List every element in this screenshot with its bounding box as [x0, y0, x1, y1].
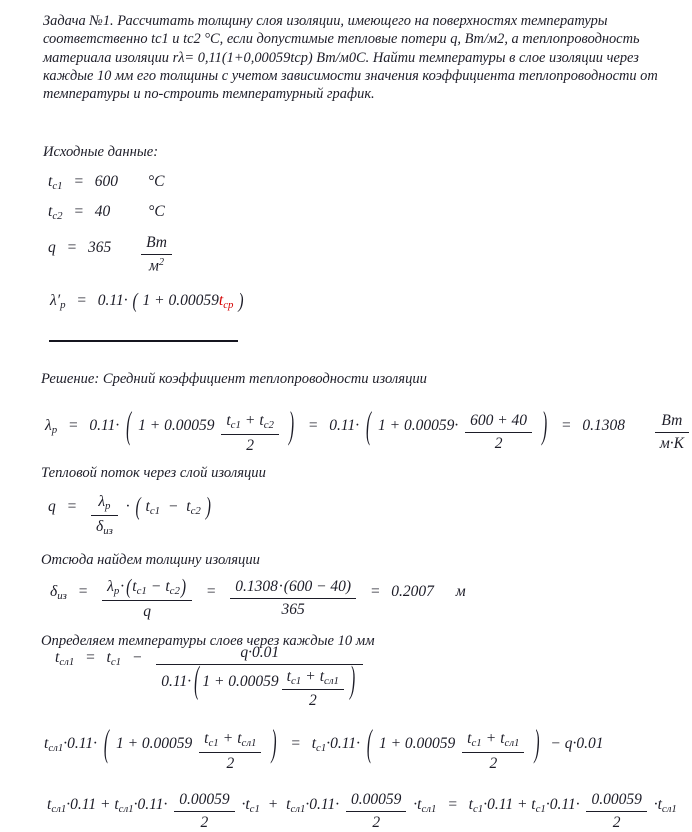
var-t: t [319, 667, 324, 685]
value-tc2: 40 [94, 203, 111, 220]
var-delta: δ [50, 583, 58, 600]
value-tc1: 600 [94, 173, 119, 190]
problem-statement [43, 12, 658, 103]
left-paren: ( [103, 723, 110, 765]
times-011: ·0.11· [545, 796, 580, 813]
var-q: q [48, 498, 56, 515]
unit-numerator-wt: Вт [655, 411, 689, 433]
sub-c1: c1 [535, 803, 546, 816]
fraction-lambda-over-delta [91, 492, 118, 537]
sub-sl1: сл1 [290, 803, 306, 816]
unit-fraction-wt-mk [655, 411, 689, 453]
right-paren: ) [288, 405, 294, 447]
fraction-numerator: 600 + 40 [465, 411, 532, 433]
sub-c1: c1 [290, 674, 302, 687]
heading-thickness: Отсюда найдем толщину изоляции [41, 552, 260, 568]
equals-sign: = [447, 796, 458, 813]
equals-sign: = [73, 203, 84, 220]
var-t: t [44, 735, 49, 752]
right-paren: ) [534, 723, 540, 765]
unit-m: м [149, 257, 159, 275]
sub-c1: c1 [149, 505, 161, 518]
result-thickness: 0.2007 [391, 583, 434, 600]
heading-layers: Определяем температуры слоев через каждые 10 мм [41, 633, 375, 649]
times-t: ·t [413, 796, 422, 813]
var-t: t [55, 649, 60, 666]
equals-sign: = [369, 583, 381, 600]
unit-denominator-m2 [141, 255, 172, 275]
divider-line [49, 340, 238, 342]
exponent-2: 2 [158, 256, 164, 268]
times-011: ·0.11· [133, 796, 168, 813]
fraction-denominator [91, 516, 118, 538]
multiply-dot: · [120, 578, 125, 595]
var-t: t [286, 667, 291, 685]
fraction-numerator [91, 492, 118, 516]
right-paren: ) [271, 723, 277, 765]
unit-numerator-wt: Вт [141, 233, 172, 255]
unit-m: м [455, 583, 466, 600]
equals-sign: = [76, 292, 87, 309]
unit-denominator-mk: м·К [659, 434, 684, 452]
plus-sign: + [222, 730, 234, 747]
fraction-tc1-plus-tsl1-over-2 [199, 729, 261, 772]
var-t: t [186, 498, 191, 515]
sub-iz: из [57, 590, 67, 603]
sub-p: p [105, 500, 111, 513]
var-lambda-prime: λ′ [50, 292, 61, 309]
equals-sign: = [66, 498, 78, 515]
difference-600-40: 600 − 40 [288, 578, 346, 595]
times-011-plus: ·0.11 + [66, 796, 111, 813]
one-plus-term: 1 + 0.00059 [138, 417, 215, 434]
var-lambda: λ [98, 493, 106, 510]
one-plus-term: 1 + 0.00059 [378, 735, 456, 752]
sub-p: p [113, 585, 120, 598]
formula-heat-flux [48, 492, 212, 537]
times-t: ·t [653, 796, 662, 813]
sub-c1: c1 [110, 656, 122, 669]
sub-c1: c1 [136, 585, 147, 598]
sub-c1: c1 [230, 419, 241, 432]
equals-sign: = [77, 583, 89, 600]
right-paren: ) [180, 575, 187, 599]
fraction-denominator: 2 [372, 813, 381, 831]
formula-delta-iz [50, 577, 466, 620]
formula-tc2 [48, 202, 165, 224]
formula-lambda-prime [50, 291, 244, 313]
sub-sl1: сл1 [661, 803, 677, 816]
sub-sl1: сл1 [118, 803, 134, 816]
formula-lambda-average [45, 405, 692, 454]
formula-tc1 [48, 172, 164, 194]
left-paren: ( [366, 723, 373, 765]
sub-iz: из [103, 524, 113, 537]
fraction-tc1-plus-tsl1-over-2 [462, 729, 524, 772]
fraction-000059-over-2 [174, 790, 234, 832]
var-t: t [204, 730, 209, 747]
heading-solution: Решение: Средний коэффициент теплопроводности изоляции [41, 371, 427, 387]
formula-equation-expanded [44, 723, 608, 772]
fraction-denominator [156, 660, 363, 710]
fraction-main [156, 643, 363, 710]
times-011: ·0.11· [63, 735, 98, 752]
unit-degc: °C [148, 203, 165, 220]
equals-sign: = [73, 173, 84, 190]
var-t: t [132, 578, 137, 595]
sub-c2: c2 [190, 505, 201, 518]
fraction-symbolic [102, 577, 192, 620]
value-q: 365 [87, 239, 112, 256]
equals-sign: = [560, 417, 572, 434]
sub-c1: c1 [472, 803, 484, 816]
var-t: t [531, 796, 536, 813]
value-lambda: 0.1308 [235, 578, 278, 595]
var-t: t [47, 796, 52, 813]
minus-sign: − [167, 498, 179, 515]
var-q: q [48, 239, 56, 256]
fraction-denominator: 2 [200, 813, 209, 831]
right-paren: ) [349, 660, 356, 703]
sub-sl1: сл1 [59, 656, 75, 669]
sub-sl1: сл1 [48, 742, 64, 755]
minus-sign: − [150, 578, 162, 595]
formula-equation-distributed [47, 790, 677, 832]
fraction-600-plus-40-over-2 [465, 411, 532, 453]
fraction-numerator: q·0.01 [156, 643, 363, 665]
fraction-denominator: 2 [246, 436, 255, 454]
heading-heat-flux: Тепловой поток через слой изоляции [41, 465, 266, 481]
left-paren: ( [135, 493, 141, 521]
left-paren: ( [126, 575, 132, 599]
coefficient-011: 0.11· [97, 292, 128, 309]
fraction-numerator [462, 729, 524, 753]
formula-q [48, 233, 175, 275]
fraction-numeric [230, 577, 356, 619]
left-paren: ( [194, 660, 200, 703]
unit-degc: °C [147, 173, 165, 190]
multiply-dot: · [278, 578, 283, 595]
sub-sl1: сл1 [324, 674, 339, 687]
var-t: t [468, 796, 473, 813]
var-t: t [467, 730, 472, 747]
heading-initial-data: Исходные данные: [43, 144, 159, 160]
sub-p: p [51, 424, 58, 437]
fraction-000059-over-2 [586, 790, 646, 832]
minus-sign: − [131, 649, 143, 666]
fraction-numerator: 0.00059 [586, 790, 646, 812]
plus-sign: + [485, 730, 497, 747]
var-t: t [48, 203, 53, 220]
var-t: t [311, 735, 317, 752]
one-plus-term: 1 + 0.00059 [142, 292, 219, 309]
fraction-denominator: 2 [226, 754, 235, 772]
result-lambda: 0.1308 [582, 417, 625, 434]
coefficient-011: 0.11· [329, 417, 360, 434]
sub-c2: c2 [263, 419, 274, 432]
var-t: t [226, 412, 231, 429]
var-t: t [106, 649, 111, 666]
formula-tsl1 [55, 643, 366, 710]
fraction-numerator [282, 667, 344, 691]
times-t: ·t [241, 796, 250, 813]
plus-sign: + [267, 796, 279, 813]
equals-sign: = [205, 583, 217, 600]
sub-c2: c2 [52, 210, 63, 223]
sub-sl1: сл1 [421, 803, 437, 816]
problem-line: температуры и по-строить температурный график. [43, 86, 375, 103]
sub-p: p [60, 299, 66, 312]
sub-sl1: сл1 [51, 803, 67, 816]
fraction-denominator: 2 [308, 692, 317, 710]
var-t: t [237, 730, 242, 747]
fraction-tc1-plus-tsl1-over-2 [282, 667, 344, 710]
fraction-denominator: q [143, 602, 151, 620]
unit-fraction-wt-m2 [141, 233, 172, 275]
problem-line: соответственно tc1 и tc2 °C, если допустимые тепловые потери q, Вт/м2, а теплопроводность [43, 31, 640, 48]
sub-sl1: сл1 [504, 737, 520, 750]
var-t: t [286, 796, 291, 813]
plus-sign: + [305, 667, 316, 685]
times-011: ·0.11· [326, 735, 361, 752]
fraction-denominator: 2 [489, 754, 498, 772]
problem-line: каждые 10 мм его толщины с учетом зависимости значения коэффициента теплопроводности от [43, 67, 658, 84]
fraction-denominator: 2 [612, 813, 621, 831]
var-t-cp: t [218, 292, 224, 309]
fraction-numerator: 0.00059 [174, 790, 234, 812]
problem-line: Задача №1. Рассчитать толщину слоя изоляции, имеющего на поверхностях температуры [43, 13, 608, 29]
var-t: t [114, 796, 119, 813]
sub-c1: c1 [249, 803, 260, 816]
equals-sign: = [68, 417, 79, 434]
one-plus-dot-term: 1 + 0.00059· [378, 417, 459, 434]
fraction-000059-over-2 [346, 790, 406, 832]
equals-sign: = [66, 239, 78, 256]
right-paren: ) [541, 405, 548, 447]
right-paren: ) [238, 289, 244, 313]
coefficient-011: 0.11· [89, 417, 120, 434]
left-paren: ( [126, 405, 132, 447]
var-t: t [259, 412, 264, 429]
right-paren: ) [345, 578, 352, 595]
equals-sign: = [307, 417, 319, 434]
fraction-numerator: 0.00059 [346, 790, 406, 812]
fraction-numerator [102, 577, 192, 601]
times-011-plus: ·0.11 + [483, 796, 528, 813]
var-lambda: λ [107, 578, 114, 595]
plus-sign: + [244, 412, 256, 429]
fraction-denominator: 2 [494, 434, 503, 452]
sub-cp: cp [223, 299, 234, 312]
var-lambda: λ [45, 417, 52, 434]
sub-c1: c1 [471, 737, 482, 750]
sub-sl1: сл1 [241, 737, 257, 750]
problem-line: материала изоляции rλ= 0,11(1+0,00059tcp) Вт/м0С. Найти температуры в слое изоляции через [43, 49, 639, 66]
equals-sign: = [85, 649, 96, 666]
var-t: t [165, 578, 170, 595]
sub-c2: c2 [169, 585, 180, 598]
sub-c1: c1 [316, 742, 327, 755]
sub-c1: c1 [52, 180, 63, 193]
right-paren: ) [205, 493, 211, 521]
var-t: t [500, 730, 505, 747]
minus-q001-term: − q·0.01 [550, 735, 604, 752]
fraction-numerator [221, 411, 279, 435]
one-plus-term: 1 + 0.00059 [202, 672, 279, 690]
var-t: t [48, 173, 53, 190]
sub-c1: c1 [208, 737, 219, 750]
times-011: ·0.11· [305, 796, 340, 813]
fraction-tc1-plus-tc2-over-2 [221, 411, 279, 454]
left-paren: ( [365, 405, 372, 447]
multiply-dot: · [125, 498, 130, 515]
coefficient-011: 0.11· [161, 672, 192, 690]
equals-sign: = [290, 735, 301, 752]
fraction-denominator: 365 [281, 600, 305, 618]
left-paren: ( [132, 289, 138, 313]
left-paren: ( [283, 578, 289, 595]
fraction-numerator [199, 729, 261, 753]
one-plus-term: 1 + 0.00059 [115, 735, 193, 752]
var-delta: δ [95, 517, 104, 535]
var-t: t [145, 498, 150, 515]
fraction-numerator [230, 577, 356, 599]
